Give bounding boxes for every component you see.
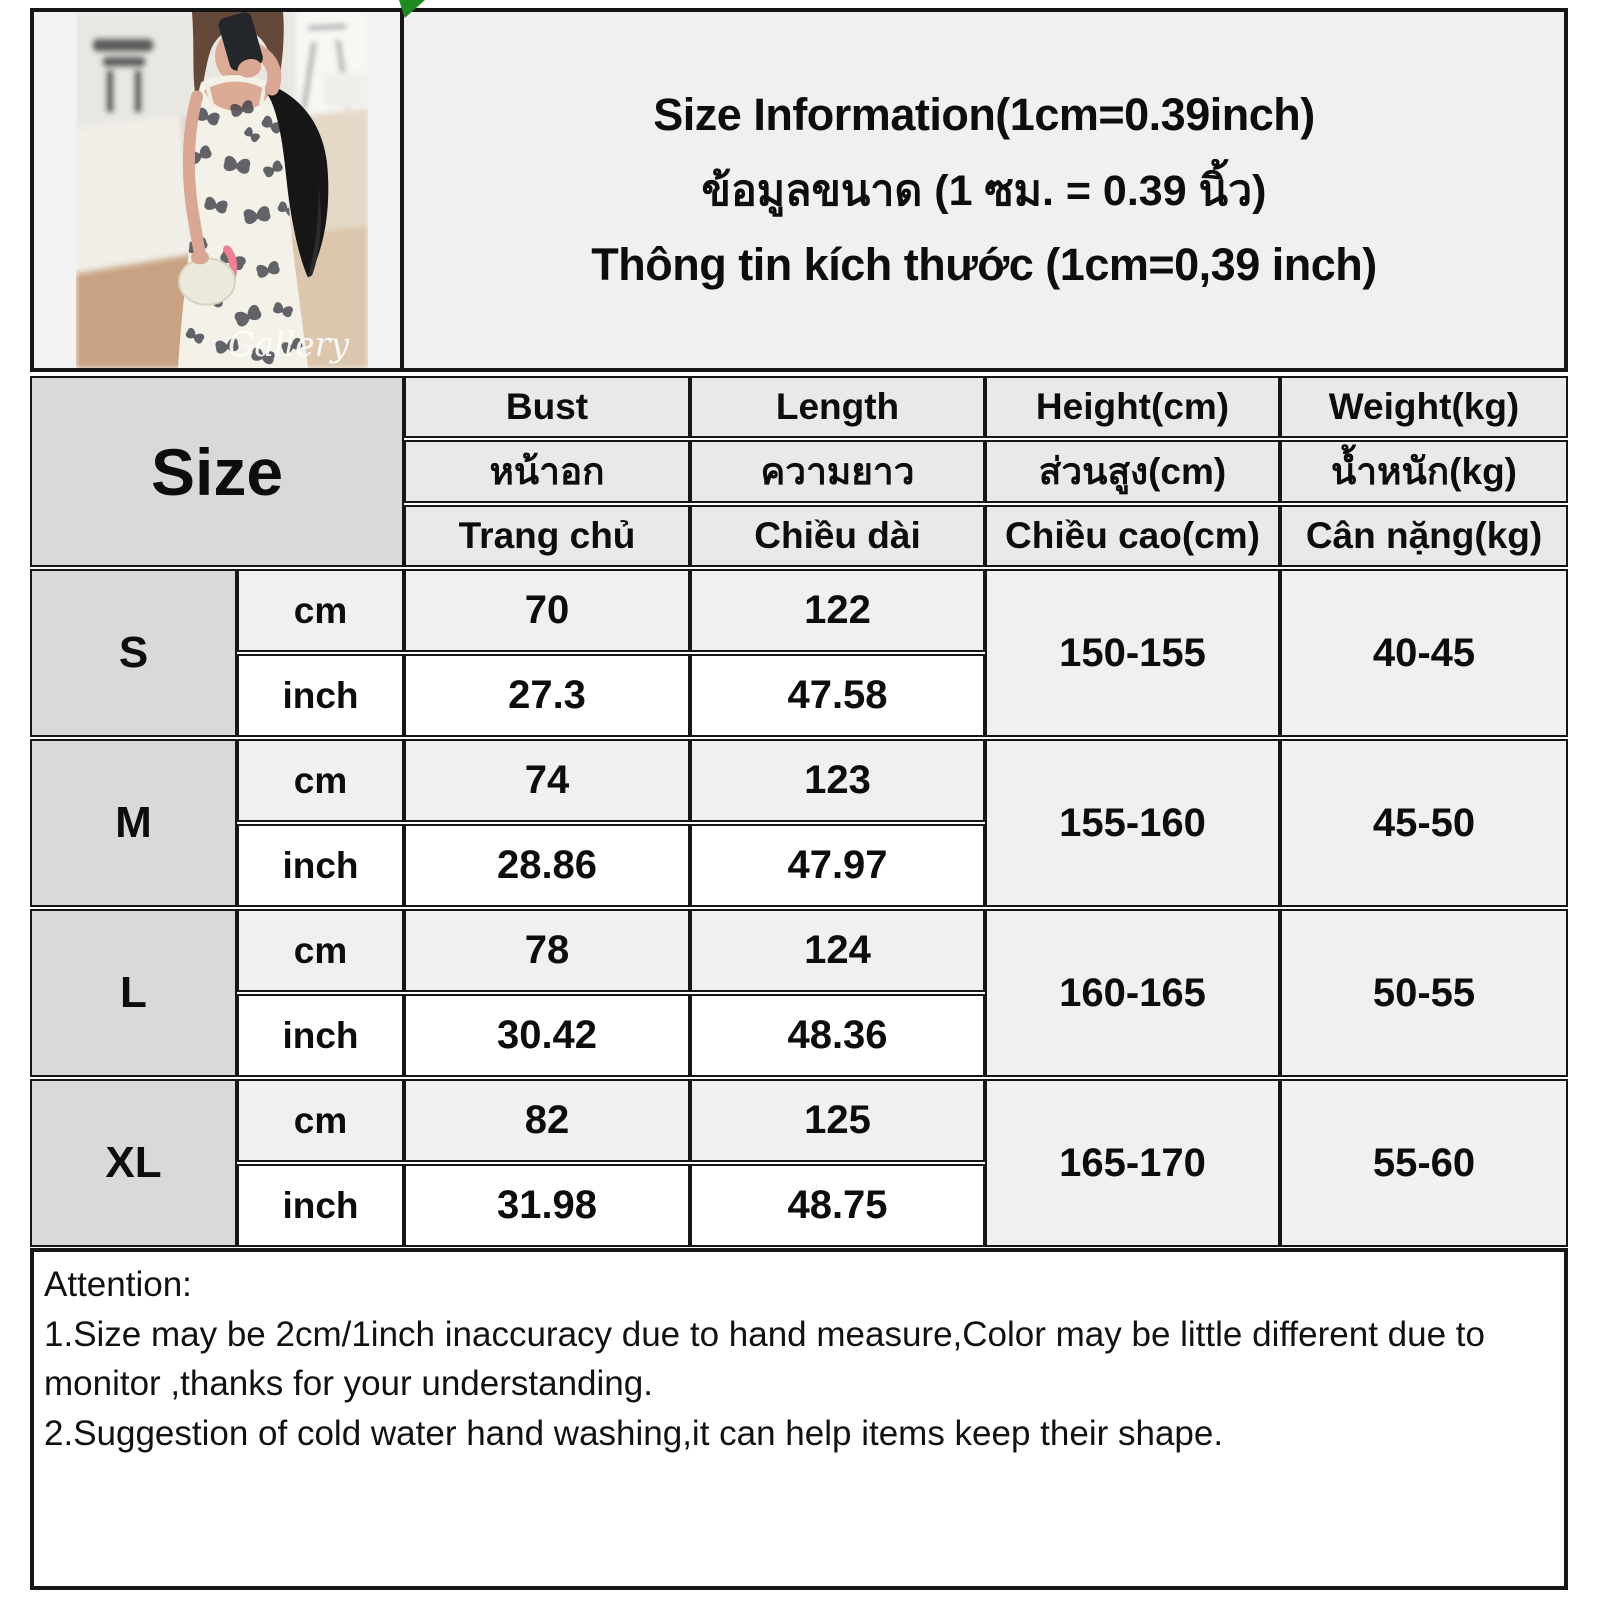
photo-watermark: Gallery — [228, 324, 350, 364]
col-header-length-en: Length — [690, 376, 985, 438]
col-header-height-en: Height(cm) — [985, 376, 1280, 438]
cell-l-height: 160-165 — [985, 909, 1280, 1077]
title-english: Size Information(1cm=0.39inch) — [653, 89, 1315, 140]
size-label-l: L — [30, 909, 237, 1077]
col-header-height-vi: Chiều cao(cm) — [985, 505, 1280, 567]
cell-m-bust-cm: 74 — [404, 739, 690, 822]
cell-xl-bust-cm: 82 — [404, 1079, 690, 1162]
cell-xl-length-cm: 125 — [690, 1079, 985, 1162]
col-header-bust-vi: Trang chủ — [404, 505, 690, 567]
col-header-bust-en: Bust — [404, 376, 690, 438]
row-xl-cm — [30, 1079, 1568, 1162]
cell-xl-length-inch: 48.75 — [690, 1164, 985, 1247]
cell-l-bust-inch: 30.42 — [404, 994, 690, 1077]
attention-heading: Attention: — [44, 1265, 192, 1304]
cell-s-bust-inch: 27.3 — [404, 654, 690, 737]
unit-label-inch: inch — [237, 654, 404, 737]
col-header-weight-th: น้ำหนัก(kg) — [1280, 440, 1568, 503]
product-photo — [76, 12, 368, 368]
unit-label-cm: cm — [237, 569, 404, 652]
col-header-bust-th: หน้าอก — [404, 440, 690, 503]
cell-m-length-cm: 123 — [690, 739, 985, 822]
unit-label-inch: inch — [237, 994, 404, 1077]
col-header-weight-en: Weight(kg) — [1280, 376, 1568, 438]
cell-m-weight: 45-50 — [1280, 739, 1568, 907]
cell-xl-bust-inch: 31.98 — [404, 1164, 690, 1247]
photo-cell — [34, 12, 400, 368]
size-table — [30, 374, 1568, 1249]
cell-l-weight: 50-55 — [1280, 909, 1568, 1077]
unit-label-inch: inch — [237, 1164, 404, 1247]
col-header-length-vi: Chiều dài — [690, 505, 985, 567]
attention-note-1: 1.Size may be 2cm/1inch inaccuracy due to hand measure,Color may be little different due to monitor ,thanks for your understanding. — [44, 1314, 1485, 1404]
title-thai: ข้อมูลขนาด (1 ซม. = 0.39 นิ้ว) — [701, 167, 1267, 215]
cell-l-length-cm: 124 — [690, 909, 985, 992]
size-header-cell: Size — [30, 376, 404, 567]
title-cell — [400, 12, 1564, 368]
cell-xl-weight: 55-60 — [1280, 1079, 1568, 1247]
cell-l-length-inch: 48.36 — [690, 994, 985, 1077]
unit-label-cm: cm — [237, 909, 404, 992]
attention-box — [30, 1248, 1568, 1590]
row-l-cm — [30, 909, 1568, 992]
cell-s-length-cm: 122 — [690, 569, 985, 652]
cell-m-height: 155-160 — [985, 739, 1280, 907]
cell-l-bust-cm: 78 — [404, 909, 690, 992]
unit-label-cm: cm — [237, 739, 404, 822]
cell-s-height: 150-155 — [985, 569, 1280, 737]
cell-m-length-inch: 47.97 — [690, 824, 985, 907]
size-label-m: M — [30, 739, 237, 907]
cell-s-length-inch: 47.58 — [690, 654, 985, 737]
attention-note-2: 2.Suggestion of cold water hand washing,it can help items keep their shape. — [44, 1414, 1224, 1454]
size-label-s: S — [30, 569, 237, 737]
top-section — [30, 8, 1568, 372]
header-row-english — [30, 376, 1568, 438]
cell-xl-height: 165-170 — [985, 1079, 1280, 1247]
cell-s-weight: 40-45 — [1280, 569, 1568, 737]
unit-label-cm: cm — [237, 1079, 404, 1162]
col-header-length-th: ความยาว — [690, 440, 985, 503]
cell-s-bust-cm: 70 — [404, 569, 690, 652]
row-m-cm — [30, 739, 1568, 822]
unit-label-inch: inch — [237, 824, 404, 907]
size-label-xl: XL — [30, 1079, 237, 1247]
title-vietnamese: Thông tin kích thước (1cm=0,39 inch) — [591, 239, 1377, 290]
row-s-cm — [30, 569, 1568, 652]
col-header-weight-vi: Cân nặng(kg) — [1280, 505, 1568, 567]
cell-m-bust-inch: 28.86 — [404, 824, 690, 907]
product-photo-illustration — [76, 12, 368, 368]
col-header-height-th: ส่วนสูง(cm) — [985, 440, 1280, 503]
